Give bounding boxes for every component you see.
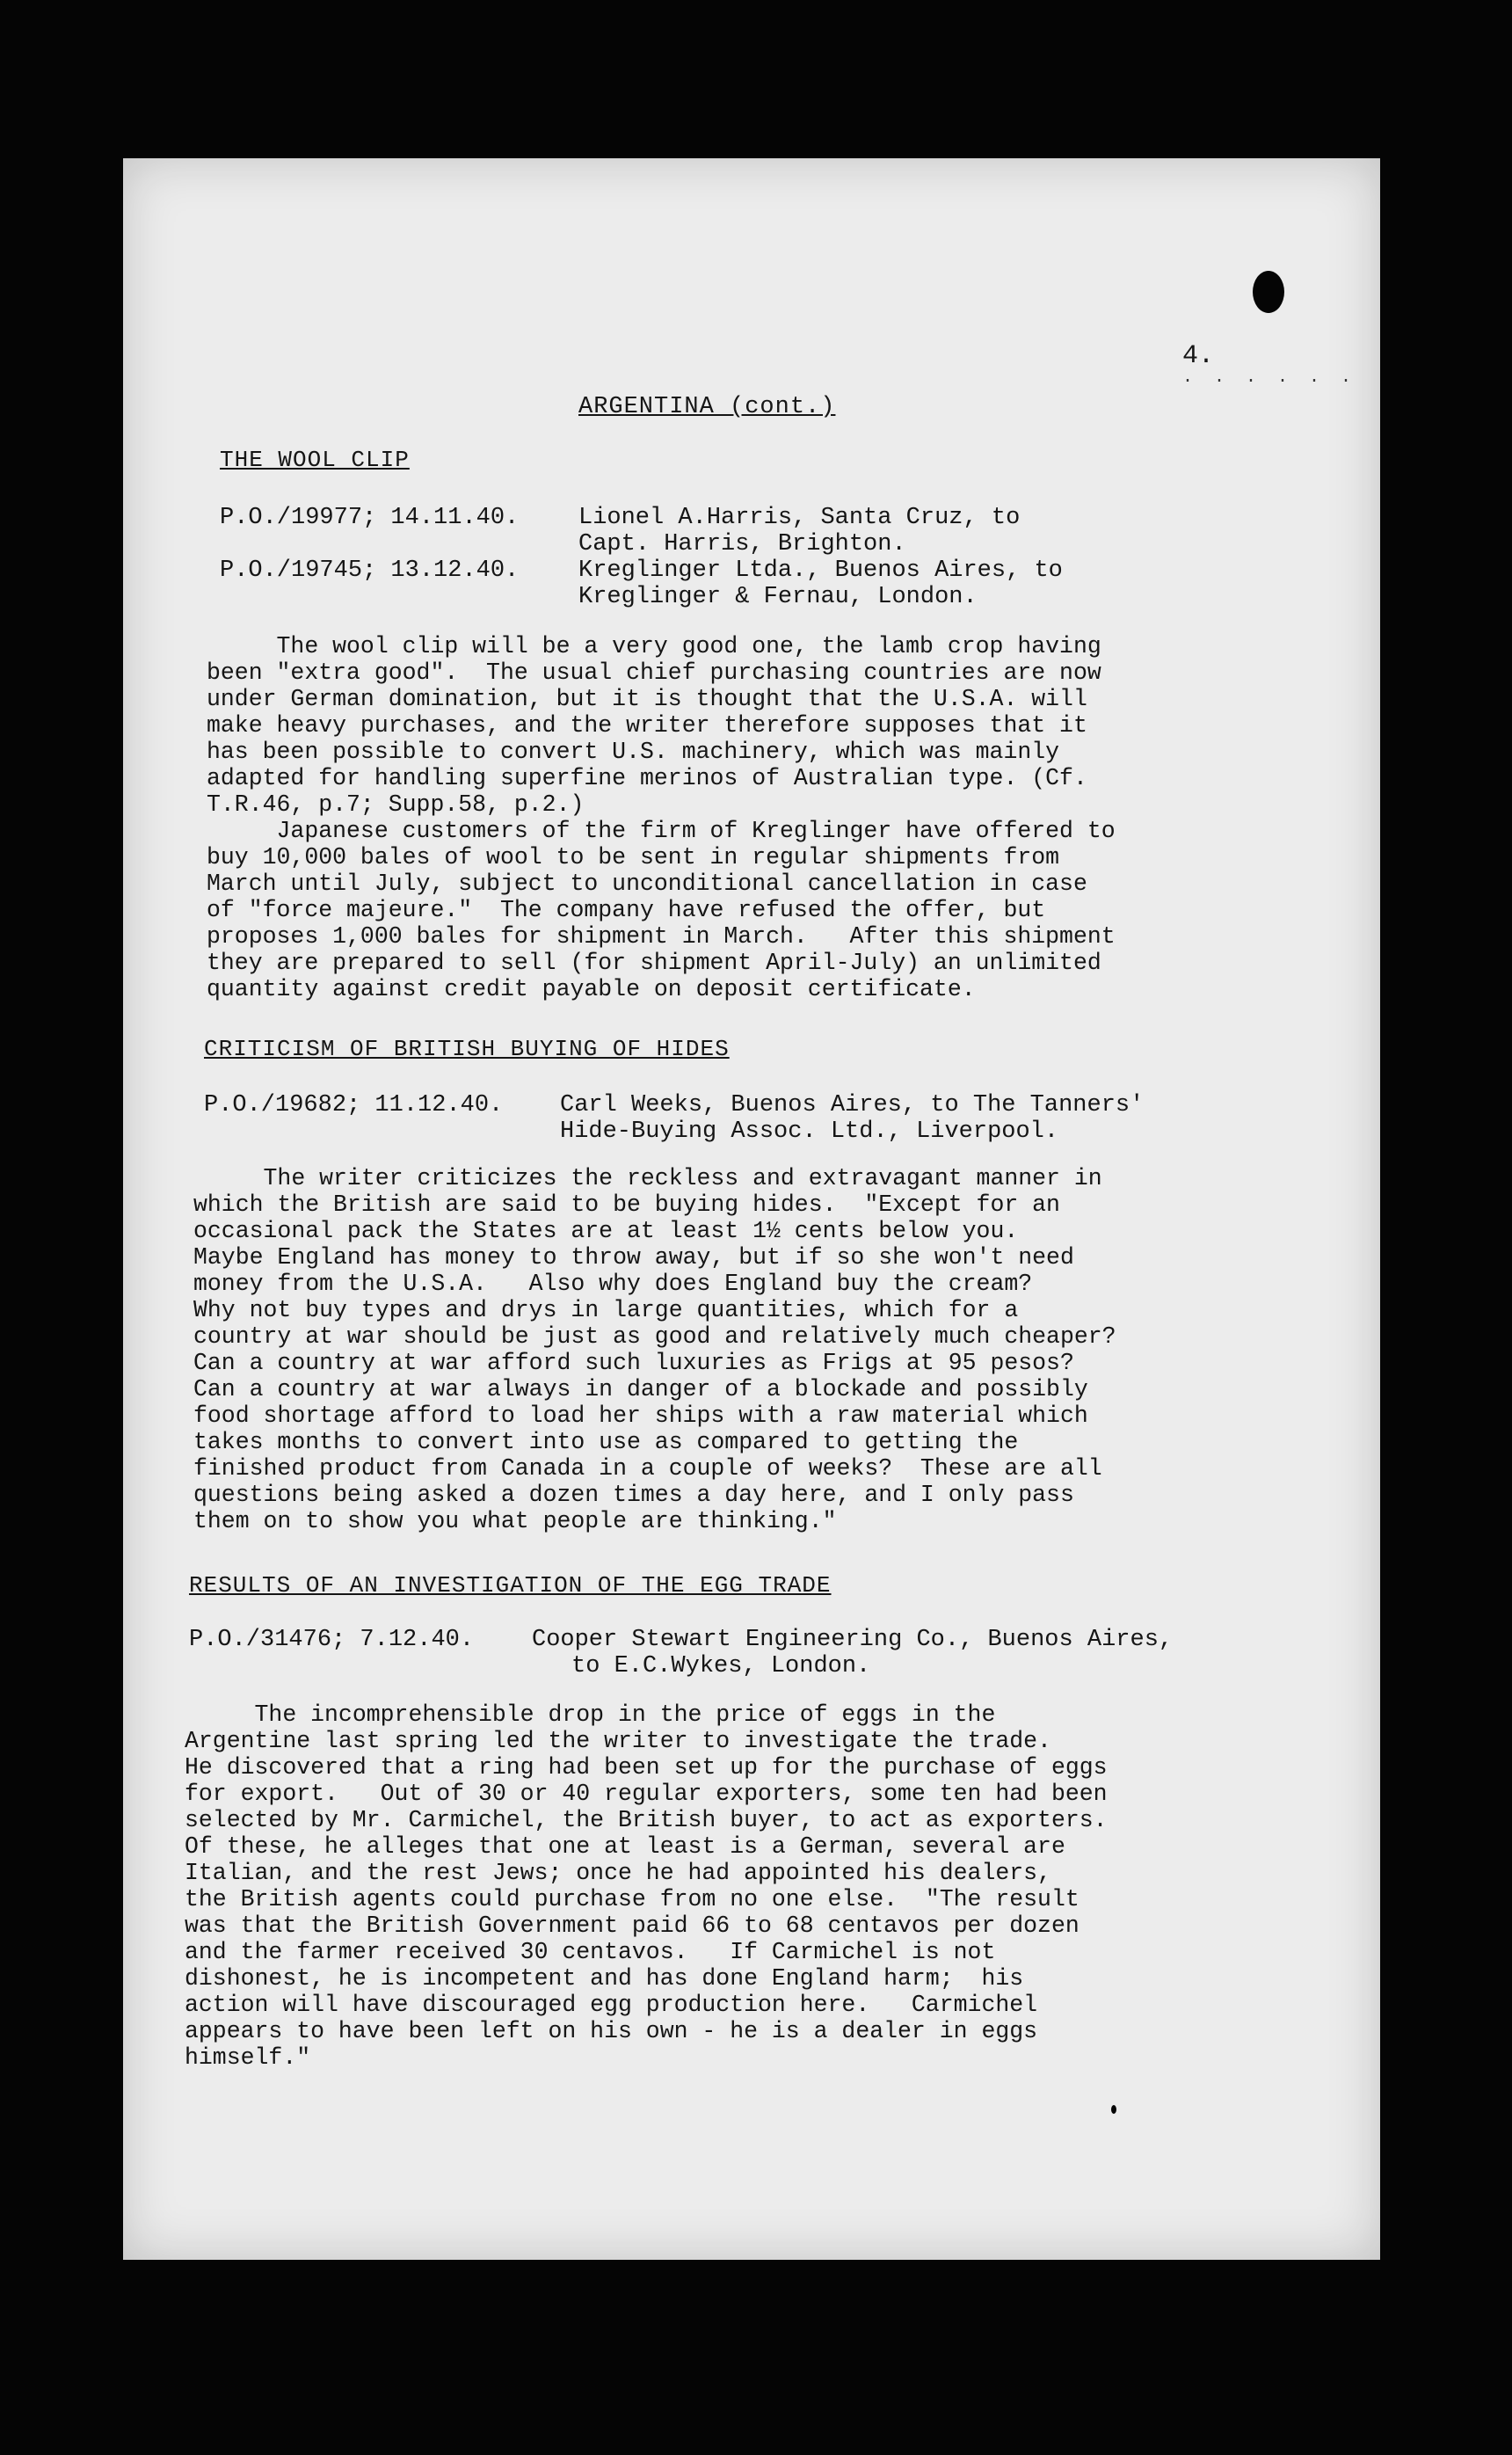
reference-party-line: Cooper Stewart Engineering Co., Buenos Aires, — [532, 1627, 1174, 1653]
reference-party-line: Lionel A.Harris, Santa Cruz, to — [578, 505, 1021, 531]
ink-blot — [1253, 271, 1284, 313]
reference-party-line: Carl Weeks, Buenos Aires, to The Tanners' — [560, 1092, 1145, 1118]
reference-party-line: Kreglinger Ltda., Buenos Aires, to — [578, 557, 1063, 584]
ink-speck — [1111, 2105, 1116, 2114]
paragraph: The incomprehensible drop in the price of eggs in the Argentine last spring led the writer to investigate the trade. He discovered that a ring had been set up for the purchase of eggs for export. Out of 30 or 40 regular exporters, some ten had been selected by Mr. Carmichel, the British buyer, to act as exporters. Of these, he alleges that one at least is a German, several are Italian, and the rest Jews; once he had appointed his dealers, the British agents could purchase from no one else. "The result was that the British Government paid 66 to 68 centavos per dozen and the farmer received 30 centavos. If Carmichel is not dishonest, he is incompetent and has done England harm; his action will have discouraged egg production here. Carmichel appears to have been left on his own - he is a dealer in eggs himself." — [185, 1701, 1108, 2071]
page-number: 4. — [1182, 341, 1215, 371]
reference-party-line: Kreglinger & Fernau, London. — [578, 584, 978, 610]
page-number-dots: . . . . . . — [1182, 368, 1357, 388]
paragraph: The writer criticizes the reckless and extravagant manner in which the British are said to be buying hides. "Except for an occasional pack the States are at least 1½ cents below you. Maybe England has money to throw away, but if so she won't need money from the U.S.A. Also why does England buy the cream? Why not buy types and drys in large quantities, which for a country at war should be just as good and relatively much cheaper? Can a country at war afford such luxuries as Frigs at 95 pesos? Can a country at war always in danger of a blockade and possibly food shortage afford to load her ships with a raw material which takes months to convert into use as compared to getting the finished product from Canada in a couple of weeks? These are all questions being asked a dozen times a day here, and I only pass them on to show you what people are thinking." — [193, 1165, 1116, 1534]
reference-party-line: to E.C.Wykes, London. — [571, 1653, 871, 1679]
document-page — [123, 158, 1380, 2260]
reference-party-line: Capt. Harris, Brighton. — [578, 531, 906, 557]
reference-id: P.O./19977; 14.11.40. — [220, 505, 520, 531]
reference-id: P.O./31476; 7.12.40. — [189, 1627, 475, 1653]
reference-party-line: Hide-Buying Assoc. Ltd., Liverpool. — [560, 1118, 1059, 1145]
reference-id: P.O./19682; 11.12.40. — [204, 1092, 504, 1118]
section-heading-wool: THE WOOL CLIP — [220, 447, 410, 473]
paragraph: The wool clip will be a very good one, the lamb crop having been "extra good". The usual chief purchasing countries are now under German domination, but it is thought that the U.S.A. will make heavy purchases, and the writer therefore supposes that it has been possible to convert U.S. machinery, which was mainly adapted for handling superfine merinos of Australian type. (Cf. T.R.46, p.7; Supp.58, p.2.) — [207, 633, 1101, 818]
reference-id: P.O./19745; 13.12.40. — [220, 557, 520, 584]
section-heading-hides: CRITICISM OF BRITISH BUYING OF HIDES — [204, 1036, 730, 1062]
paragraph: Japanese customers of the firm of Kreglinger have offered to buy 10,000 bales of wool to be sent in regular shipments from March until July, subject to unconditional cancellation in case of "force majeure." The company have refused the offer, but proposes 1,000 bales for shipment in March. After this shipment they are prepared to sell (for shipment April-July) an unlimited quantity against credit payable on deposit certificate. — [207, 818, 1116, 1002]
section-heading-eggs: RESULTS OF AN INVESTIGATION OF THE EGG TRADE — [189, 1572, 832, 1599]
document-title: ARGENTINA (cont.) — [578, 394, 836, 420]
